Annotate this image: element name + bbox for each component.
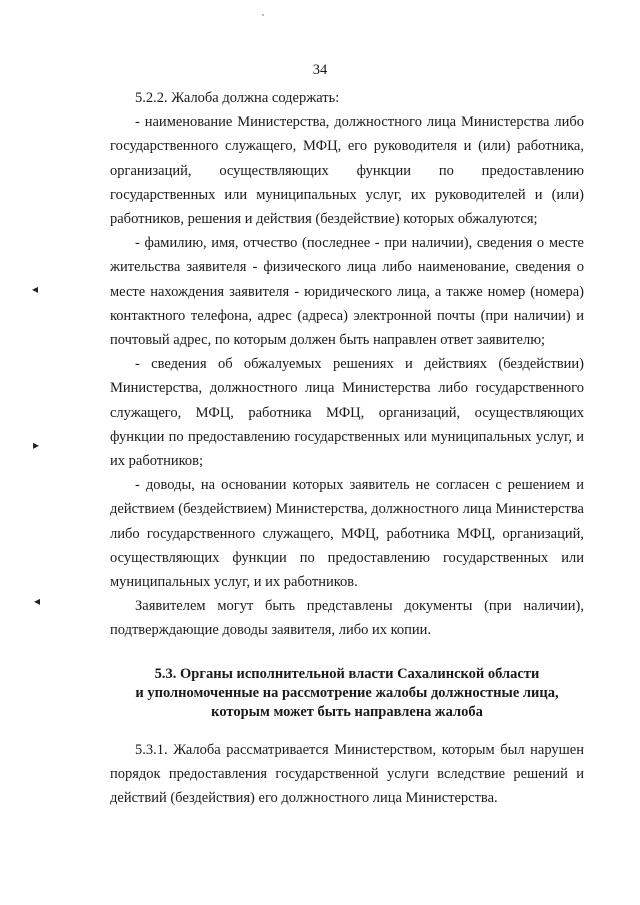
- scan-arrow-mark: ▸: [33, 438, 40, 452]
- section-heading: [110, 665, 584, 722]
- list-item: - сведения об обжалуемых решениях и действиях (бездействии) Министерства, должностного лица Министерства либо государственного служащего, МФЦ, работника МФЦ, организаций, осуществляющих функции по предоставлению государственных или муниципальных услуг, и их работников;: [110, 356, 584, 470]
- list-item: - доводы, на основании которых заявитель не согласен с решением и действием (бездействием) Министерства, должностного лица Министерства либо государственного служащего, МФЦ, работника МФЦ, организаций, осуществляющих функции по предоставлению государственных или муниципальных услуг, и их работников.: [110, 477, 584, 591]
- paragraph: 5.3.1. Жалоба рассматривается Министерством, которым был нарушен порядок предоставления государственной услуги вследствие решений и действий (бездействия) его должностного лица Министерства.: [110, 741, 584, 807]
- section-heading-line: 5.3. Органы исполнительной власти Сахалинской области: [154, 665, 540, 682]
- section-heading-line: которым может быть направлена жалоба: [211, 703, 483, 720]
- list-item: - фамилию, имя, отчество (последнее - при наличии), сведения о месте жительства заявителя - физического лица либо наименование, сведения о месте нахождения заявителя - юридического лица, а также номер (номера) контактного телефона, адрес (адреса) электронной почты (при наличии) и почтовый адрес, по которым должен быть направлен ответ заявителю;: [110, 235, 584, 349]
- paragraph: Заявителем могут быть представлены документы (при наличии), подтверждающие доводы заявителя, либо их копии.: [110, 598, 584, 639]
- clause-heading: 5.2.2. Жалоба должна содержать:: [135, 90, 340, 106]
- page-number: 34: [312, 62, 328, 78]
- document-body: [110, 86, 584, 810]
- scan-arrow-mark: ◂: [32, 282, 39, 296]
- scan-arrow-mark: ◂: [34, 594, 41, 608]
- list-item: - наименование Министерства, должностного лица Министерства либо государственного служащего, МФЦ, его руководителя и (или) работника, организаций, осуществляющих функции по предоставлению государственных или муниципальных услуг, их руководителей и (или) работников, решения и действия (бездействие) которых обжалуются;: [110, 114, 584, 228]
- scan-dot: [262, 14, 264, 16]
- section-heading-line: и уполномоченные на рассмотрение жалобы должностные лица,: [135, 684, 559, 701]
